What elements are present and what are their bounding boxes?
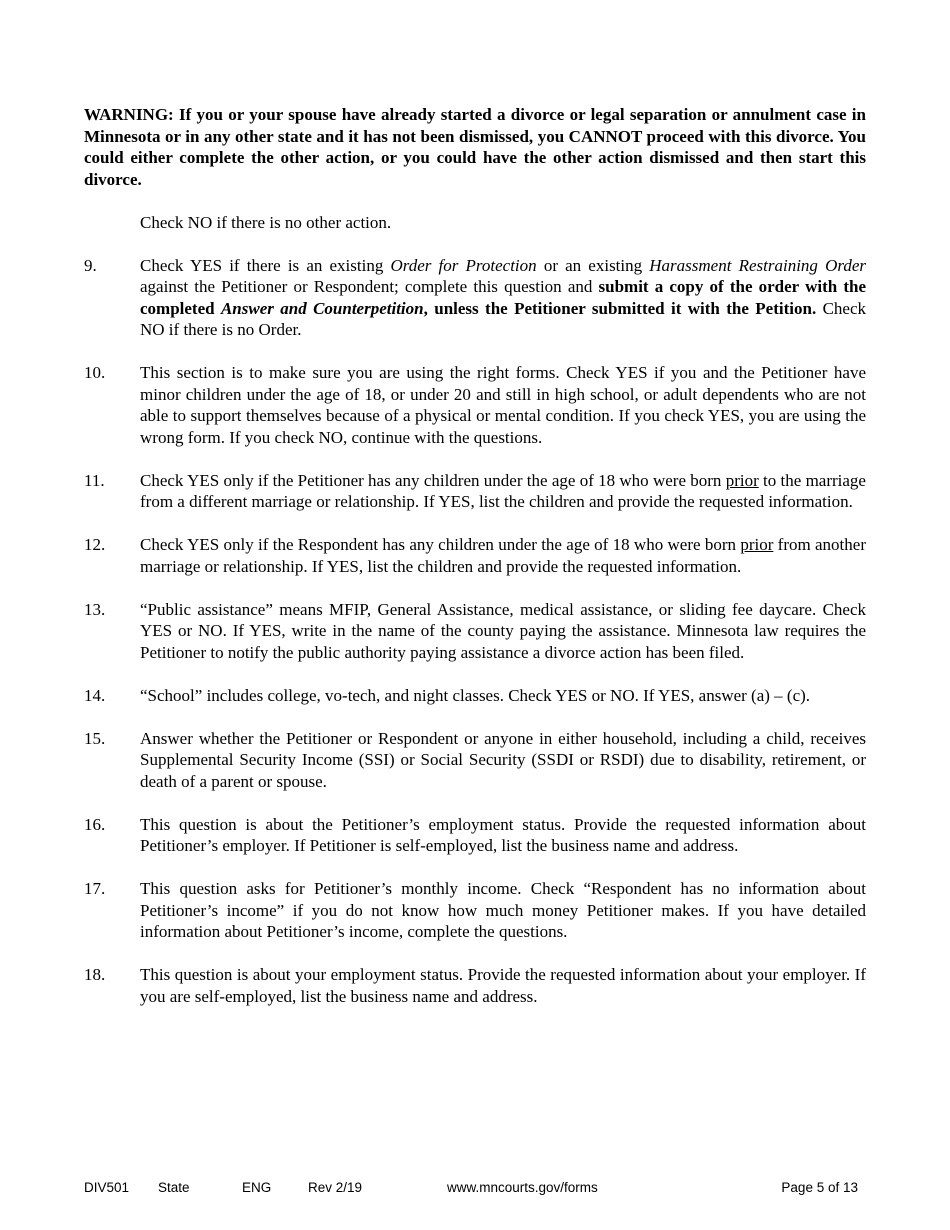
item-text	[140, 685, 866, 707]
item-text	[140, 964, 866, 1007]
item-text	[140, 814, 866, 857]
instruction-item	[84, 255, 866, 341]
item-number: 16.	[84, 814, 106, 834]
item-text-segment: prior	[740, 535, 774, 554]
item-text	[140, 534, 866, 577]
item-text-segment: This section is to make sure you are using the right forms. Check YES if you and the Petitioner have minor children under the age of 18, or under 20 and still in high school, or adult dependents who are not able to support themselves because of a physical or mental condition. If you check YES, you are using the wrong form. If you check NO, continue with the questions.	[140, 363, 866, 447]
item-number: 15.	[84, 728, 106, 748]
instruction-list	[84, 255, 866, 1008]
item-text-segment: submit a copy of the order with the completed	[140, 277, 866, 318]
item-number: 17.	[84, 879, 106, 898]
footer-page-number: Page 5 of 13	[781, 1180, 858, 1195]
instruction-item	[84, 728, 866, 793]
item-text-segment: This question is about your employment status. Provide the requested information about your employer. If you are self-employed, list the business name and address.	[140, 965, 866, 1006]
item-number: 13.	[84, 599, 106, 619]
item-number: 9.	[84, 255, 97, 275]
item-number: 11.	[84, 470, 105, 490]
instruction-item	[84, 685, 866, 707]
item-text-segment: Check YES only if the Petitioner has any children under the age of 18 who were born	[140, 470, 726, 490]
footer-jurisdiction: State	[158, 1180, 190, 1195]
instruction-item	[84, 878, 866, 943]
item-number: 14.	[84, 685, 106, 705]
footer-language: ENG	[242, 1180, 272, 1195]
intro-note: Check NO if there is no other action.	[140, 212, 392, 232]
warning-paragraph: WARNING: If you or your spouse have already started a divorce or legal separation or annulment case in Minnesota or in any other state and it has not been dismissed, you CANNOT proceed with this divorce. You could either complete the other action, or you could have the other action dismissed and then start this divorce.	[84, 105, 866, 189]
instruction-item	[84, 534, 866, 577]
item-text-segment: This question is about the Petitioner’s employment status. Provide the requested information about Petitioner’s employer. If Petitioner is self-employed, list the business name and address.	[140, 814, 866, 855]
item-text-segment: Answer whether the Petitioner or Respondent or anyone in either household, including a child, receives Supplemental Security Income (SSI) or Social Security (SSDI or RSDI) due to disability, retirement, or death of a parent or spouse.	[140, 728, 866, 791]
document-body	[84, 104, 866, 1007]
item-text-segment: Harassment Restraining Order	[649, 255, 866, 275]
item-text-segment: “School” includes college, vo-tech, and night classes. Check YES or NO. If YES, answer (a) – (c).	[140, 685, 811, 705]
page-footer	[84, 1180, 866, 1198]
item-text-segment: or an existing	[536, 255, 650, 275]
item-text	[140, 470, 866, 513]
item-number: 18.	[84, 965, 106, 984]
item-text	[140, 362, 866, 448]
item-number	[84, 212, 140, 234]
item-text-segment: from another marriage or relationship. If YES, list the children and provide the requested information.	[140, 535, 866, 576]
item-text	[140, 599, 866, 664]
item-number: 10.	[84, 363, 106, 382]
instruction-item	[84, 470, 866, 513]
item-text	[140, 728, 866, 793]
item-text-segment: prior	[725, 470, 759, 490]
item-number: 12.	[84, 535, 106, 554]
instruction-item	[84, 362, 866, 448]
item-text-segment: Check YES only if the Respondent has any children under the age of 18 who were born	[140, 535, 741, 554]
item-text	[140, 878, 866, 943]
item-text-segment: Check NO if there is no Order.	[140, 298, 867, 339]
item-text-segment: “Public assistance” means MFIP, General Assistance, medical assistance, or sliding fee daycare. Check YES or NO. If YES, write in the name of the county paying the assistance. Minnesota law requires the Petitioner to notify the public authority paying assistance a divorce action has been filed.	[140, 599, 866, 662]
item-text-segment: Order for Protection	[390, 255, 537, 275]
item-text	[140, 255, 866, 341]
item-text-segment: to the marriage from a different marriage or relationship. If YES, list the children and provide the requested information.	[140, 470, 866, 511]
item-text-segment: against the Petitioner or Respondent; complete this question and	[140, 277, 599, 296]
footer-form-code: DIV501	[84, 1180, 130, 1195]
item-text-segment: This question asks for Petitioner’s monthly income. Check “Respondent has no information about Petitioner’s income” if you do not know how much money Petitioner makes. If you have detailed information about Petitioner’s income, complete the questions.	[140, 879, 866, 941]
footer-revision: Rev 2/19	[308, 1180, 363, 1195]
item-text-segment: Check YES if there is an existing	[140, 255, 391, 275]
instruction-item	[84, 814, 866, 857]
item-text-segment: Answer and Counterpetition	[220, 298, 424, 318]
instruction-item	[84, 964, 866, 1007]
footer-url-link[interactable]: www.mncourts.gov/forms	[447, 1180, 598, 1195]
instruction-item	[84, 599, 866, 664]
item-text-segment: , unless the Petitioner submitted it with the Petition.	[423, 298, 817, 318]
intro-note-row	[84, 212, 866, 234]
